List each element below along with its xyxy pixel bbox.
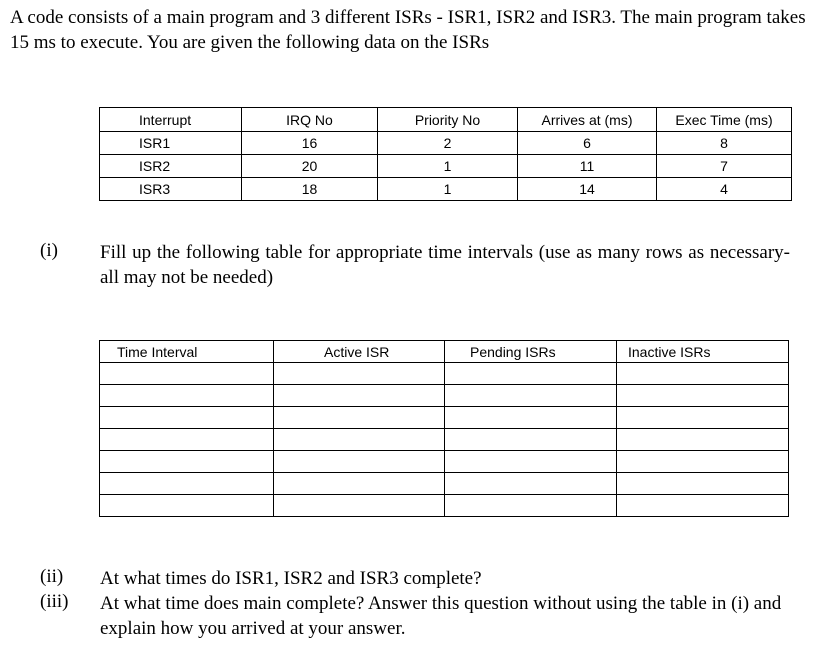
table-row	[100, 178, 792, 201]
empty-cell	[274, 363, 445, 385]
question-number-ii: (ii)	[40, 566, 64, 587]
problem-statement: A code consists of a main program and 3 different ISRs - ISR1, ISR2 and ISR3. The main program takes 15 ms to execute. You are given the following data on the ISRs	[10, 7, 806, 53]
cell-irq-no: 18	[242, 178, 378, 201]
empty-table-row	[100, 429, 789, 451]
cell-exec-time: 4	[657, 178, 792, 201]
header-arrives-at: Arrives at (ms)	[518, 108, 657, 132]
empty-cell	[617, 495, 789, 517]
empty-table-row	[100, 385, 789, 407]
empty-cell	[274, 407, 445, 429]
empty-cell	[274, 385, 445, 407]
question-number-iii: (iii)	[40, 591, 69, 612]
question-number-i: (i)	[40, 240, 58, 261]
empty-cell	[100, 429, 274, 451]
table-row	[100, 132, 792, 155]
empty-table-row	[100, 407, 789, 429]
cell-arrives-at: 11	[518, 155, 657, 178]
empty-cell	[617, 407, 789, 429]
empty-cell	[100, 363, 274, 385]
header-inactive-isrs: Inactive ISRs	[617, 341, 789, 363]
table-header-row	[100, 341, 789, 363]
empty-table-row	[100, 473, 789, 495]
cell-interrupt: ISR3	[100, 178, 242, 201]
cell-irq-no: 16	[242, 132, 378, 155]
empty-cell	[100, 451, 274, 473]
empty-cell	[445, 363, 617, 385]
question-text-iii: At what time does main complete? Answer this question without using the table in (i) and explain how you arrived at your answer.	[100, 593, 782, 639]
header-active-isr: Active ISR	[274, 341, 445, 363]
empty-cell	[274, 451, 445, 473]
header-pending-isrs: Pending ISRs	[445, 341, 617, 363]
empty-cell	[617, 473, 789, 495]
cell-irq-no: 20	[242, 155, 378, 178]
empty-cell	[445, 429, 617, 451]
empty-table-row	[100, 495, 789, 517]
empty-cell	[100, 473, 274, 495]
empty-cell	[274, 495, 445, 517]
empty-table-row	[100, 363, 789, 385]
empty-cell	[617, 451, 789, 473]
empty-cell	[100, 385, 274, 407]
cell-interrupt: ISR2	[100, 155, 242, 178]
time-interval-table	[99, 340, 789, 517]
cell-arrives-at: 6	[518, 132, 657, 155]
empty-cell	[274, 473, 445, 495]
header-priority-no: Priority No	[378, 108, 518, 132]
empty-cell	[445, 495, 617, 517]
empty-cell	[617, 385, 789, 407]
empty-cell	[617, 429, 789, 451]
empty-cell	[617, 363, 789, 385]
cell-arrives-at: 14	[518, 178, 657, 201]
table-header-row	[100, 108, 792, 132]
empty-cell	[100, 495, 274, 517]
header-exec-time: Exec Time (ms)	[657, 108, 792, 132]
cell-priority-no: 1	[378, 178, 518, 201]
header-time-interval: Time Interval	[100, 341, 274, 363]
empty-table-row	[100, 451, 789, 473]
empty-cell	[274, 429, 445, 451]
cell-priority-no: 2	[378, 132, 518, 155]
question-text-i: Fill up the following table for appropriate time intervals (use as many rows as necessary- all may not be needed)	[100, 242, 790, 288]
cell-exec-time: 8	[657, 132, 792, 155]
header-interrupt: Interrupt	[100, 108, 242, 132]
empty-cell	[445, 473, 617, 495]
cell-exec-time: 7	[657, 155, 792, 178]
header-irq-no: IRQ No	[242, 108, 378, 132]
cell-priority-no: 1	[378, 155, 518, 178]
table-row	[100, 155, 792, 178]
empty-cell	[445, 385, 617, 407]
question-text-ii: At what times do ISR1, ISR2 and ISR3 complete?	[100, 568, 482, 589]
empty-cell	[445, 407, 617, 429]
isr-data-table	[99, 107, 792, 201]
empty-cell	[100, 407, 274, 429]
cell-interrupt: ISR1	[100, 132, 242, 155]
empty-cell	[445, 451, 617, 473]
